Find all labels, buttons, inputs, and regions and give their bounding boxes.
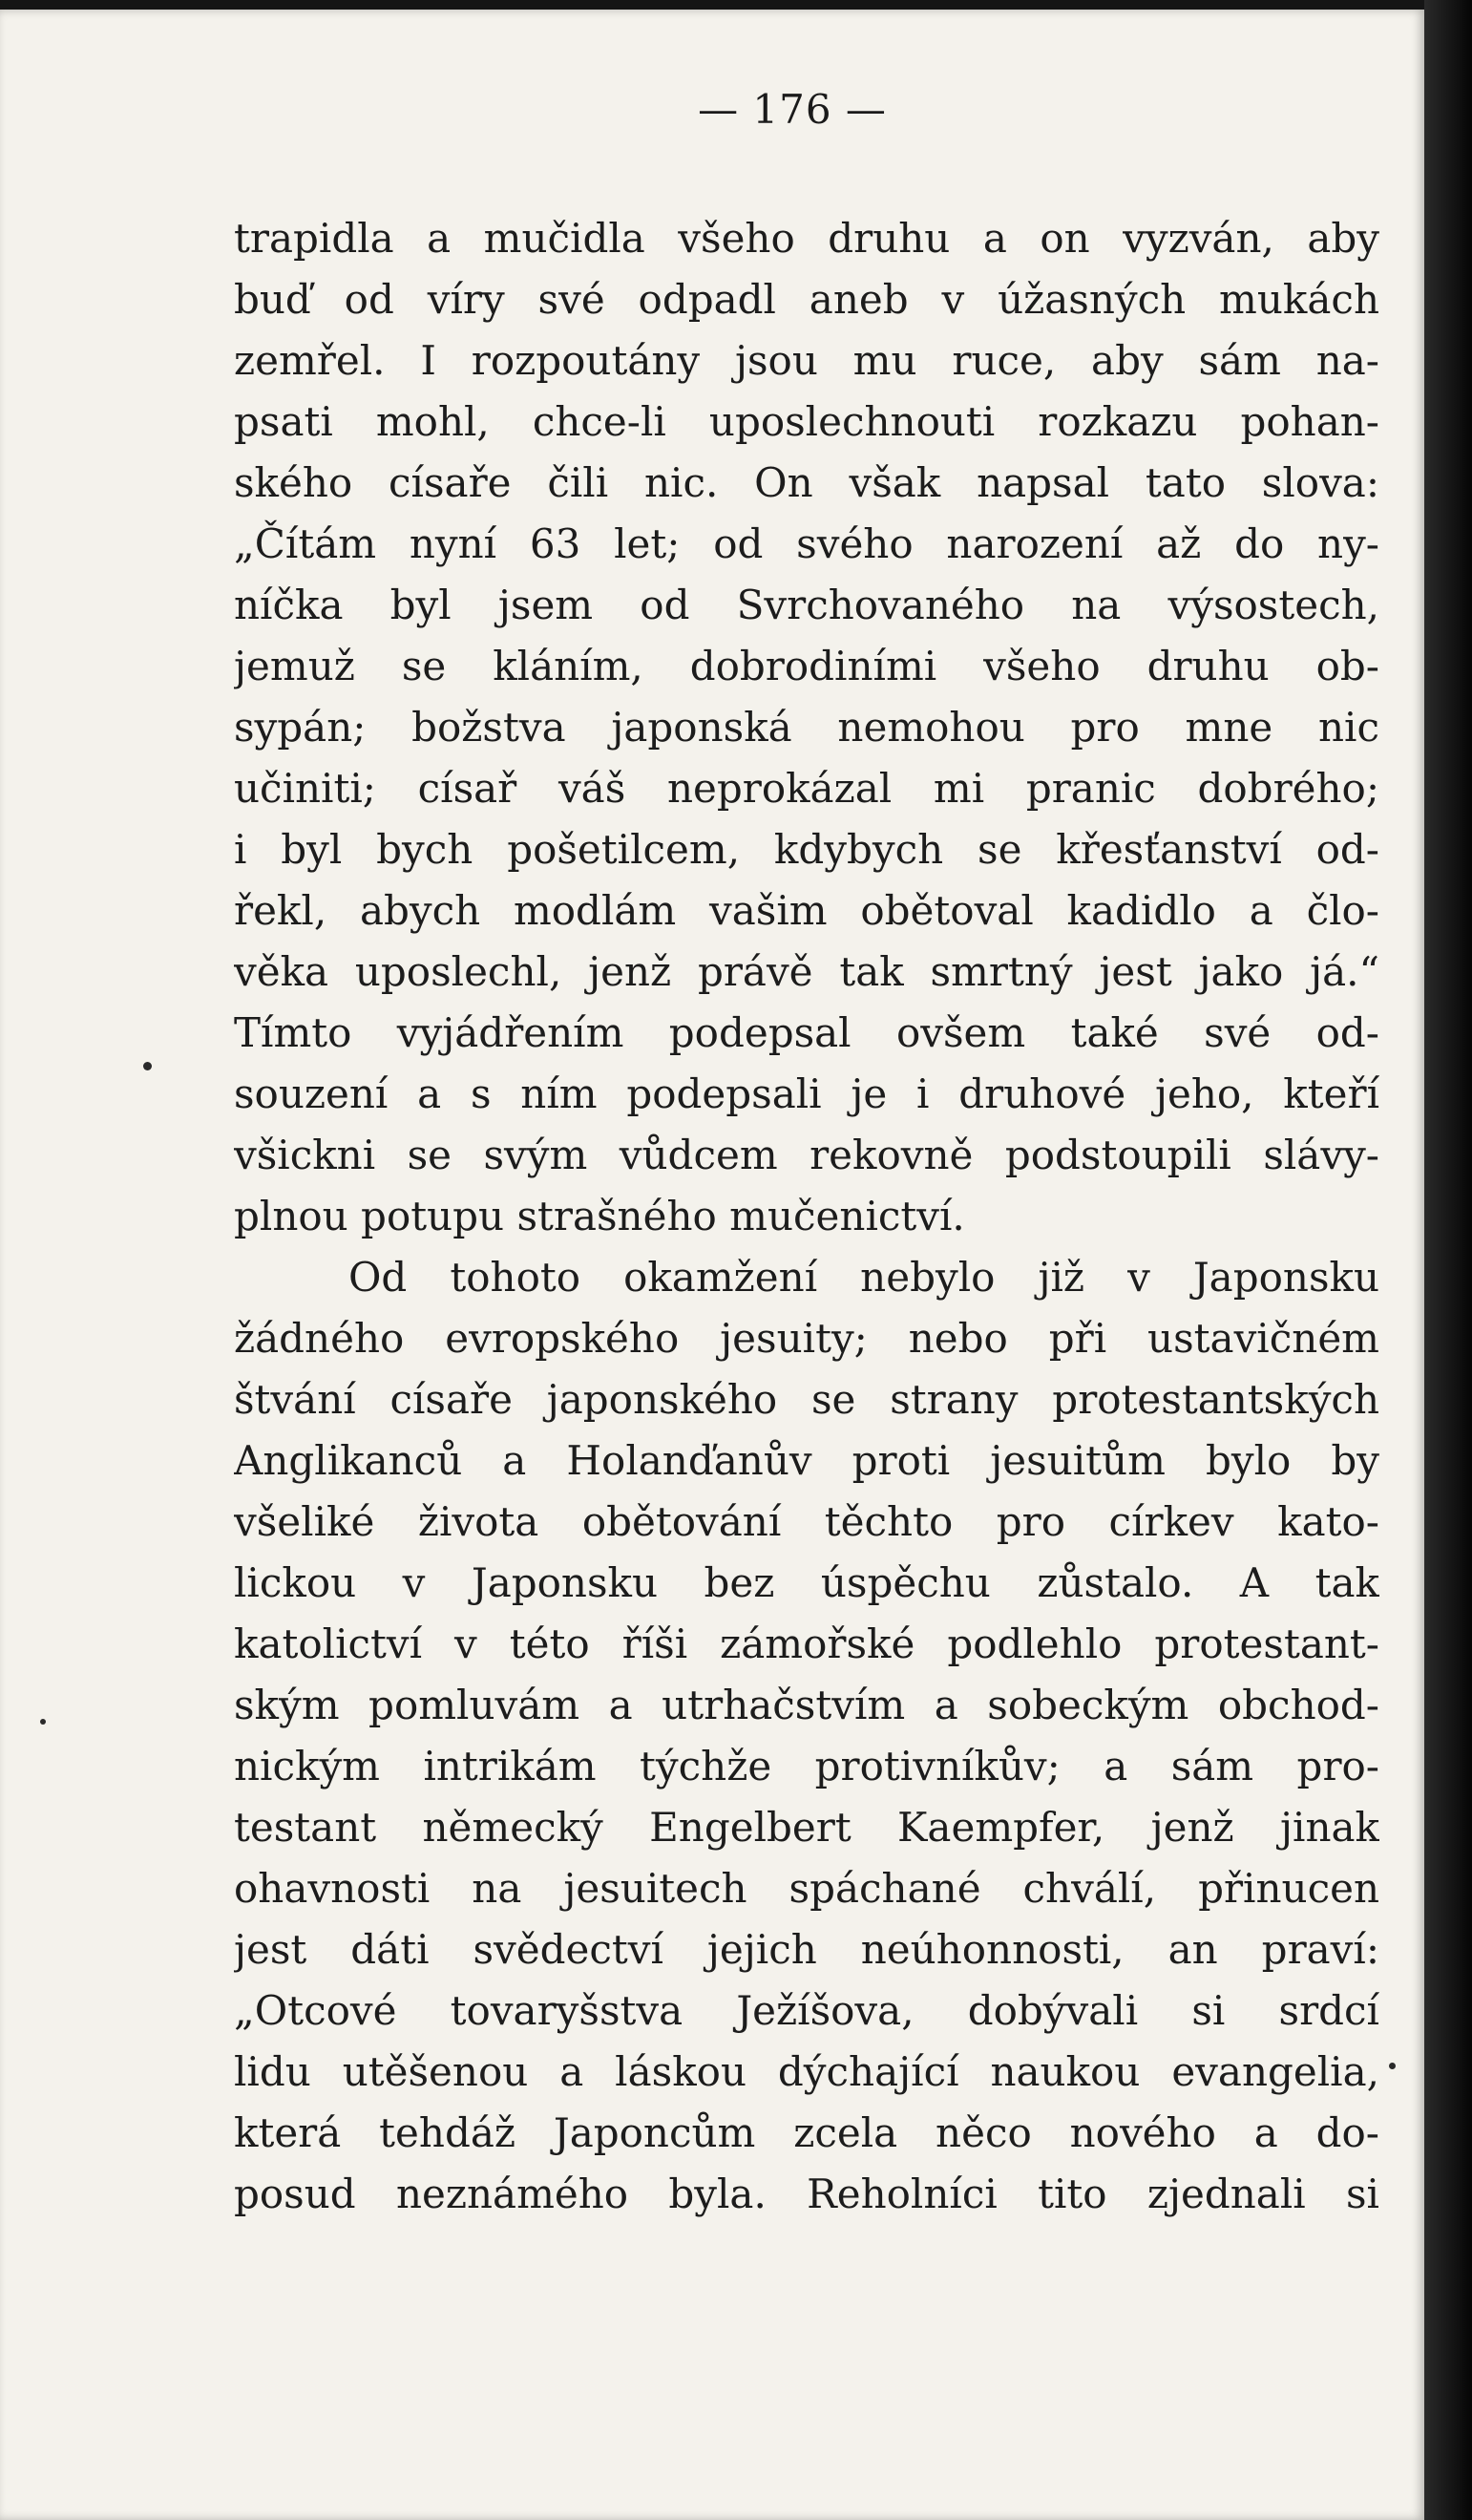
text-line: Anglikanců a Holanďanův proti jesuitům bylo by: [234, 1437, 1379, 1484]
text-line: jest dáti svědectví jejich neúhonnosti, an praví:: [234, 1926, 1379, 1973]
text-line: plnou potupu strašného mučenictví.: [234, 1193, 965, 1239]
text-line: „Otcové tovaryšstva Ježíšova, dobývali si srdcí: [234, 1987, 1379, 2034]
text-line: sypán; božstva japonská nemohou pro mne nic: [234, 704, 1379, 751]
text-line: všeliké života obětování těchto pro církev kato-: [234, 1498, 1379, 1545]
text-line: lidu utěšenou a láskou dýchající naukou evangelia,: [234, 2048, 1379, 2095]
text-line: trapidla a mučidla všeho druhu a on vyzván, aby: [234, 215, 1379, 262]
text-line: která tehdáž Japoncům zcela něco nového a do-: [234, 2109, 1379, 2156]
page-number: — 176 —: [698, 86, 887, 133]
text-line: katolictví v této říši zámořské podlehlo protestant-: [234, 1620, 1379, 1667]
text-line: učiniti; císař váš neprokázal mi pranic dobrého;: [234, 765, 1379, 812]
text-line: psati mohl, chce-li uposlechnouti rozkazu pohan-: [234, 398, 1379, 445]
text-line: ohavnosti na jesuitech spáchané chválí, přinucen: [234, 1865, 1379, 1912]
ink-speck: [143, 1062, 152, 1070]
text-line: testant německý Engelbert Kaempfer, jenž jinak: [234, 1804, 1379, 1851]
ink-speck: [1389, 2063, 1396, 2069]
text-line: zemřel. I rozpoutány jsou mu ruce, aby sám na-: [234, 337, 1379, 384]
text-line: buď od víry své odpadl aneb v úžasných mukách: [234, 276, 1379, 323]
text-line: jemuž se kláním, dobrodiními všeho druhu ob-: [234, 643, 1379, 689]
text-line: štvání císaře japonského se strany protestantských: [234, 1376, 1379, 1423]
text-line: souzení a s ním podepsali je i druhové jeho, kteří: [234, 1070, 1379, 1117]
text-line: řekl, abych modlám vašim obětoval kadidlo a člo-: [234, 887, 1379, 934]
page-edge-shadow: [1424, 0, 1472, 2520]
text-line: „Čítám nyní 63 let; od svého narození až do ny-: [234, 520, 1379, 567]
text-line: nickým intrikám týchže protivníkův; a sám pro-: [234, 1743, 1379, 1789]
body-text: [234, 208, 1379, 2225]
text-line: žádného evropského jesuity; nebo při ustavičném: [234, 1315, 1379, 1362]
text-line: Od tohoto okamžení nebylo již v Japonsku: [348, 1254, 1379, 1301]
text-line: ského císaře čili nic. On však napsal tato slova:: [234, 459, 1379, 506]
text-line: lickou v Japonsku bez úspěchu zůstalo. A tak: [234, 1559, 1379, 1606]
text-line: všickni se svým vůdcem rekovně podstoupili slávy-: [234, 1132, 1379, 1178]
text-line: i byl bych pošetilcem, kdybych se křesťanství od-: [234, 826, 1379, 873]
text-line: posud neznámého byla. Reholníci tito zjednali si: [234, 2171, 1379, 2217]
text-line: ským pomluvám a utrhačstvím a sobeckým obchod-: [234, 1682, 1379, 1728]
text-line: níčka byl jsem od Svrchovaného na výsostech,: [234, 582, 1379, 628]
ink-speck: [40, 1719, 46, 1725]
text-line: věka uposlechl, jenž právě tak smrtný jest jako já.“: [234, 948, 1379, 995]
text-line: Tímto vyjádřením podepsal ovšem také své od-: [234, 1009, 1379, 1056]
